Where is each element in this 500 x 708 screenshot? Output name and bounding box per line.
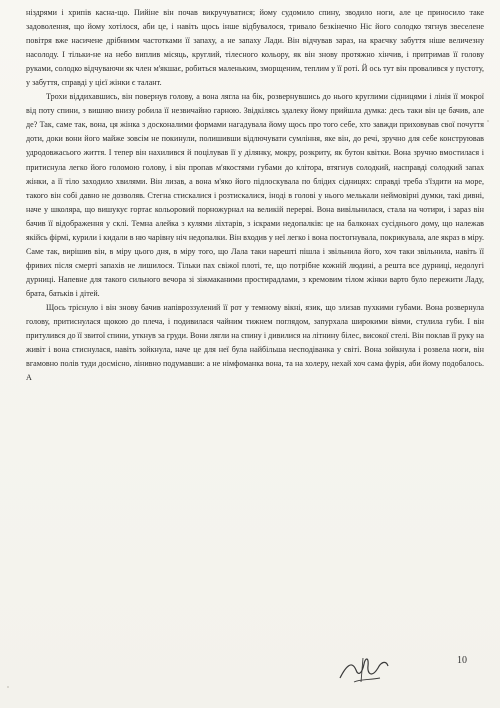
scan-speck	[487, 120, 489, 122]
document-body	[26, 6, 484, 385]
paragraph-2: Трохи віддихавшись, він повернув голову, а вона лягла на бік, розвернувшись до нього круглими сідницями і лінія її мокрої від поту спини, з вишню внизу робила її незвичайно гарною. Звідкілясь здалеку йому прийшла думка: десь таки він це бачив, але де? Так, саме так, вона, ця жінка з досконалими формами нагадувала йому щось про того себе, хто завжди приховував свої почуття доти, доки вони його майже зовсім не покинули, полишивши відлючувати сумління, яке він, до речі, зручно для себе конструював удродовжасього життя. І тепер він нахилився й поцілував її у ділянку, мокру, розкриту, як бутон квітки. Вона зручно вмостилася і притиснула легко його голомою голову, і він пропав м'якостями губами до клітора, втягнув солодкий, насправді солодкий запах жінки, а її тіло заходило хвилями. Він лизав, а вона м'яко його підлоскувала по блідих сідницях: справді треба з'їздити на море, такого він собі давно не дозволяв. Стегна стискалися і розтискалися, іноді в голові у нього мелькали неймовірні думки, такі дивні, наче у школяра, що вишукує гортає кольоровий порножурнал на великій перерві. Вона вивільнилася, стала на чотири, і зараз він бачив її відображення у склі. Темна алейка з кулями ліхтарів, з іскрами недопалків: це на балконах сусіднього дому, що належав якійсь фірмі, курили і кидали в ню чарівну ніч недопалки. Він входив у неї легко і вона постогнувала, покрикувала, але якраз в міру. Саме так, вирішив він, в міру цього дня, в міру того, що Лала таки нарешті пішла і звільнила його, хоч таки звільнила, навіть її фривих після смерті запахів не лишилося. Тільки пах свіжої плоті, те, що потрібне кожній людині, а решта все дурниці, недолугі дурниці. Напевне для такого сильного вечора зі зіжмаканими простирадлами, з кремовим тілом жінки варто було пережити Ладу, брата, батьків і дітей.	[26, 92, 484, 298]
paragraph-1: ніздрями і хрипів касна-що. Пийіне він почав викручуватися; йому судомило спину, зводило ноги, але це приносило таке задоволення, що йому хотілося, аби це, і навіть щось інше відбувалося, тривало безкінечно Ніс його солодко тягнув звеселене повітря вже насичене дрібнимм частотками її запаху, а не запаху Лади. Він відчував зараз, на краєчку забуття ніше величезну насолоду. І тільки-не на небо виплив місяць, круглий, тілесного кольору, як він знову протяжно хінчив, і притримав її голову руками, солодко відчуваючи як член м'якшає, робиться маленьким, зморщеним, теплим у її роті. Й ось тут він провалився у пустоту, у забуття, справді у цієї жінки є талант.	[26, 8, 484, 88]
page-number: 10	[457, 655, 467, 666]
paragraph-3: Щось тріснуло і він знову бачив напівроззулений її рот у темному вікні, язик, що злизав пухкими губами. Вона розвернула голову, притиснулася щокою до плеча, і подивилася чайним тижнем поглядом, запурхала широкими віями, стулила губи. І він притулився до її звитої спини, уткнув за груди. Вони лягли на спину і дивилися на літнину білес, високої стелі. Він поклав її руку на живіт і вона стиснулася, навіть зойкнула, наче це для неї була найбільша несподіванка у світі. Вона зойкнула і розвела ноги, він вгамовно полів туди досмісно, лінивно подумавши: а не німфоманка вона, та на холеру, нехай хоч сама фурія, аби йому подобалось. А	[26, 302, 484, 383]
scan-speck	[7, 686, 9, 688]
handwritten-signature	[336, 652, 392, 688]
